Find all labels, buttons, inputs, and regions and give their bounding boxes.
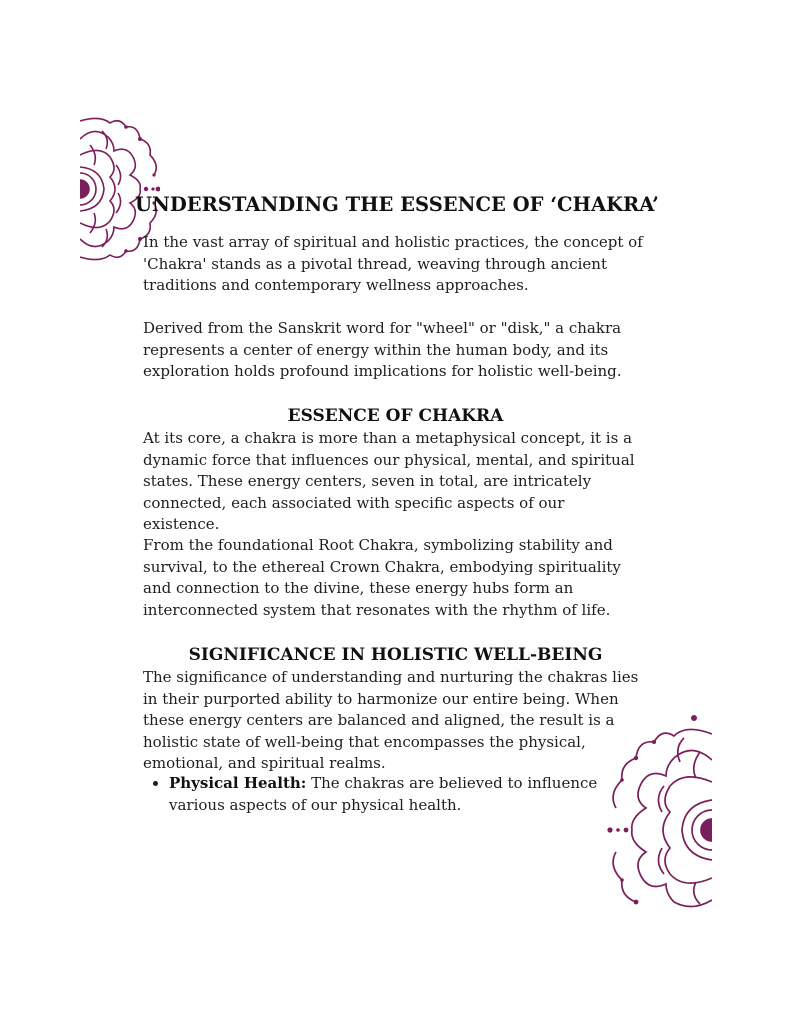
bullet-list	[143, 773, 639, 816]
section-heading-significance: SIGNIFICANCE IN HOLISTIC WELL-BEING	[188, 645, 603, 665]
intro-paragraph-2: Derived from the Sanskrit word for "wheel" or "disk," a chakra represents a center of energy within the human body, and its exploration holds profound implications for holistic well-being.	[143, 319, 622, 380]
essence-paragraph-1: At its core, a chakra is more than a metaphysical concept, it is a dynamic force that influences our physical, mental, and spiritual states. These energy centers, seven in total, are intricately connected, each associated with specific aspects of our existence.	[143, 429, 635, 533]
intro-paragraph-1: In the vast array of spiritual and holistic practices, the concept of 'Chakra' stands as a pivotal thread, weaving through ancient traditions and contemporary wellness approaches.	[143, 233, 643, 294]
essence-paragraph-2: From the foundational Root Chakra, symbolizing stability and survival, to the ethereal Crown Chakra, embodying spirituality and connection to the divine, these energy hubs form an interconnected system that resonates with the rhythm of life.	[143, 536, 621, 619]
bullet-text: The chakras are believed to influence various aspects of our physical health.	[169, 774, 598, 814]
bullet-term: Physical Health:	[169, 774, 307, 792]
page-title: UNDERSTANDING THE ESSENCE OF ‘CHAKRA’	[135, 193, 659, 216]
section-heading-essence: ESSENCE OF CHAKRA	[287, 406, 504, 426]
significance-paragraph: The significance of understanding and nurturing the chakras lies in their purported ability to harmonize our entire being. When these energy centers are balanced and aligned, the result is a holistic state of well-being that encompasses the physical, emotional, and spiritual realms.	[143, 668, 639, 772]
list-item	[169, 773, 639, 816]
